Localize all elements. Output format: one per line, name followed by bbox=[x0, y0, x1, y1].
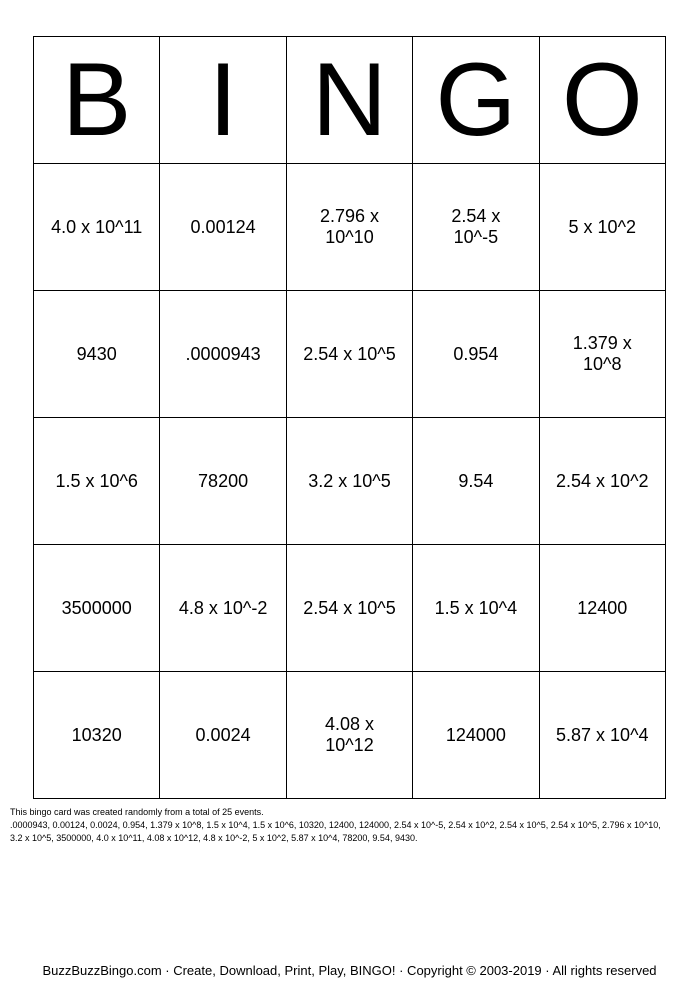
bingo-cell bbox=[160, 672, 286, 799]
bingo-cell bbox=[539, 545, 665, 672]
bingo-cell-text: 2.54 x 10^-5 bbox=[451, 206, 501, 247]
card-info-created: This bingo card was created randomly from a total of 25 events. bbox=[10, 807, 264, 817]
bingo-cell bbox=[413, 291, 539, 418]
bingo-cell bbox=[413, 164, 539, 291]
bingo-cell-text: 1.5 x 10^4 bbox=[434, 597, 518, 618]
bingo-row bbox=[34, 672, 666, 799]
bingo-cell bbox=[34, 545, 160, 672]
bingo-row bbox=[34, 291, 666, 418]
bingo-cell-text: 2.54 x 10^2 bbox=[556, 470, 649, 491]
bingo-cell bbox=[34, 418, 160, 545]
bingo-cell-text: 78200 bbox=[198, 470, 249, 491]
bingo-cell-text: 4.8 x 10^-2 bbox=[178, 597, 268, 618]
bingo-cell-text: 9.54 bbox=[458, 470, 494, 491]
bingo-row bbox=[34, 545, 666, 672]
bingo-cell bbox=[539, 418, 665, 545]
bingo-cell bbox=[34, 291, 160, 418]
bingo-cell bbox=[34, 164, 160, 291]
bingo-cell bbox=[160, 164, 286, 291]
bingo-cell-text: 0.0024 bbox=[195, 724, 251, 745]
bingo-row bbox=[34, 164, 666, 291]
bingo-cell-text: 4.0 x 10^11 bbox=[51, 216, 143, 237]
bingo-row bbox=[34, 418, 666, 545]
bingo-cell-text: 1.379 x 10^8 bbox=[572, 333, 632, 374]
bingo-cell bbox=[413, 672, 539, 799]
bingo-header-letter: N bbox=[286, 37, 412, 164]
bingo-cell bbox=[286, 418, 412, 545]
card-info-events: .0000943, 0.00124, 0.0024, 0.954, 1.379 x 10^8, 1.5 x 10^4, 1.5 x 10^6, 10320, 12400, 124000, 2.54 x 10^-5, 2.54 x 10^2, 2.54 x 10^5, 2.54 x 10^5, 2.796 x 10^10, 3.2 x 10^5, 3500000, 4.0 x 10^11, 4.08 x 10^12, 4.8 x 10^-2, 5 x 10^2, 5.87 x 10^4, 78200, 9.54, 9430. bbox=[10, 820, 661, 843]
bingo-cell-text: 124000 bbox=[445, 724, 506, 745]
bingo-cell bbox=[286, 291, 412, 418]
bingo-cell-text: 3500000 bbox=[61, 597, 132, 618]
bingo-header-row bbox=[34, 37, 666, 164]
bingo-cell-text: 2.54 x 10^5 bbox=[303, 343, 396, 364]
bingo-cell bbox=[413, 418, 539, 545]
bingo-cell bbox=[286, 545, 412, 672]
bingo-cell-text: 5.87 x 10^4 bbox=[556, 724, 649, 745]
bingo-cell-text: 4.08 x 10^12 bbox=[324, 714, 374, 755]
bingo-cell-text: .0000943 bbox=[185, 343, 261, 364]
bingo-header-letter: I bbox=[160, 37, 286, 164]
bingo-header-letter: G bbox=[413, 37, 539, 164]
bingo-cell-text: 5 x 10^2 bbox=[568, 216, 637, 237]
bingo-cell-text: 12400 bbox=[577, 597, 628, 618]
bingo-cell-text: 0.00124 bbox=[190, 216, 256, 237]
bingo-cell bbox=[539, 164, 665, 291]
bingo-card bbox=[33, 36, 666, 799]
bingo-cell-text: 10320 bbox=[71, 724, 122, 745]
bingo-cell-text: 1.5 x 10^6 bbox=[55, 470, 138, 491]
bingo-cell bbox=[539, 291, 665, 418]
bingo-header-letter: B bbox=[34, 37, 160, 164]
bingo-cell bbox=[539, 672, 665, 799]
bingo-cell-text: 2.796 x 10^10 bbox=[319, 206, 379, 247]
bingo-cell bbox=[160, 291, 286, 418]
card-info bbox=[10, 806, 670, 845]
bingo-cell-text: 3.2 x 10^5 bbox=[308, 470, 391, 491]
bingo-cell bbox=[413, 545, 539, 672]
bingo-header-letter: O bbox=[539, 37, 665, 164]
bingo-cell bbox=[286, 672, 412, 799]
bingo-cell-text: 9430 bbox=[76, 343, 117, 364]
bingo-cell bbox=[160, 418, 286, 545]
bingo-cell bbox=[286, 164, 412, 291]
bingo-cell-text: 2.54 x 10^5 bbox=[303, 597, 396, 618]
footer-text: BuzzBuzzBingo.com · Create, Download, Print, Play, BINGO! · Copyright © 2003-2019 · All rights reserved bbox=[42, 963, 657, 978]
bingo-cell-text: 0.954 bbox=[453, 343, 499, 364]
bingo-cell bbox=[34, 672, 160, 799]
bingo-cell bbox=[160, 545, 286, 672]
